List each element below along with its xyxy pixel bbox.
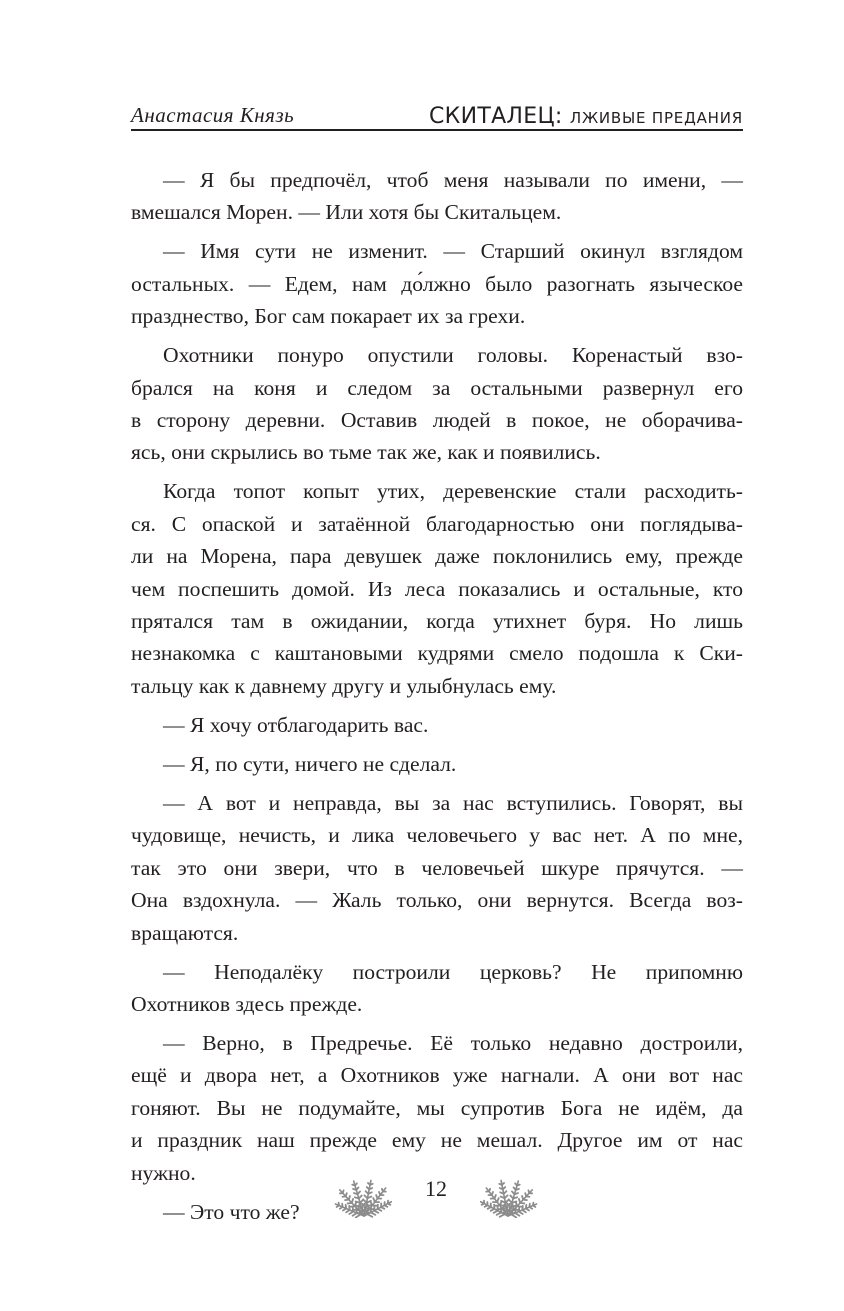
text-line: чудовище, нечисть, и лика человечьего у вас нет. А по мне, [131, 823, 743, 848]
text-line: — Я хочу отблагодарить вас. [163, 712, 429, 737]
text-line: — Неподалёку построили церковь? Не припомню [163, 959, 743, 984]
book-title [429, 104, 743, 129]
text-line: тальцу как к давнему другу и улыбнулась ему. [131, 673, 557, 698]
text-line: брался на коня и следом за остальными развернул его [131, 375, 743, 400]
text-line: так это они звери, что в человечьей шкуре прячутся. — [131, 855, 743, 880]
text-line: празднество, Бог сам покарает их за грехи. [131, 304, 526, 329]
text-line: в сторону деревни. Оставив людей в покое, не оборачива- [131, 408, 743, 433]
running-header [131, 101, 743, 131]
paragraph [131, 956, 743, 1021]
text-line: — Верно, в Предречье. Её только недавно достроили, [163, 1030, 743, 1055]
paragraph [131, 748, 743, 780]
page-number: 12 [425, 1176, 447, 1201]
text-line: — Я, по сути, ничего не сделал. [163, 751, 457, 776]
fern-ornament-icon [322, 1174, 406, 1218]
text-line: — Я бы предпочёл, чтоб меня называли по имени, — [163, 168, 743, 192]
text-line: Когда топот копыт утих, деревенские стали расходить- [163, 479, 743, 504]
text-line: и праздник наш прежде ему не мешал. Другое им от нас [131, 1128, 743, 1153]
page-footer [320, 1170, 552, 1224]
text-line: остальных. — Едем, нам до́лжно было разогнать языческое [131, 271, 743, 296]
fern-ornament-icon [466, 1174, 550, 1218]
text-line: нужно. [131, 1160, 196, 1185]
paragraph [131, 787, 743, 949]
paragraph [131, 339, 743, 469]
text-line: чем поспешить домой. Из леса показались и остальные, кто [131, 576, 743, 601]
text-line: вмешался Морен. — Или хотя бы Скитальцем. [131, 200, 562, 225]
book-title-main: СКИТАЛЕЦ: [429, 104, 563, 129]
text-line: незнакомка с каштановыми кудрями смело подошла к Ски- [131, 641, 743, 666]
body-text [131, 164, 743, 1228]
text-line: ли на Морена, пара девушек даже поклонились ему, прежде [131, 544, 743, 569]
text-line: прятался там в ожидании, когда утихнет буря. Но лишь [131, 609, 743, 634]
text-line: — Имя сути не изменит. — Старший окинул взглядом [163, 239, 743, 264]
paragraph [131, 235, 743, 332]
paragraph [131, 164, 743, 229]
text-line: ещё и двора нет, а Охотников уже нагнали. А они вот нас [131, 1063, 743, 1088]
text-line: Охотников здесь прежде. [131, 991, 363, 1016]
header-rule [131, 129, 743, 131]
paragraph [131, 709, 743, 741]
text-line: Охотники понуро опустили головы. Коренастый взо- [163, 343, 743, 368]
author-name: Анастасия Князь [131, 103, 295, 127]
text-line: ясь, они скрылись во тьме так же, как и появились. [131, 440, 601, 465]
text-line: Она вздохнула. — Жаль только, они вернутся. Всегда воз- [131, 888, 743, 913]
paragraph [131, 475, 743, 702]
text-line: ся. С опаской и затаённой благодарностью они поглядыва- [131, 511, 743, 536]
text-line: гоняют. Вы не подумайте, мы супротив Бога не идём, да [131, 1095, 743, 1120]
text-line: — А вот и неправда, вы за нас вступились. Говорят, вы [163, 790, 743, 815]
text-line: — Это что же? [163, 1199, 300, 1224]
text-line: вращаются. [131, 920, 239, 945]
book-title-subtitle: ЛЖИВЫЕ ПРЕДАНИЯ [569, 109, 743, 127]
paragraph [131, 1027, 743, 1189]
